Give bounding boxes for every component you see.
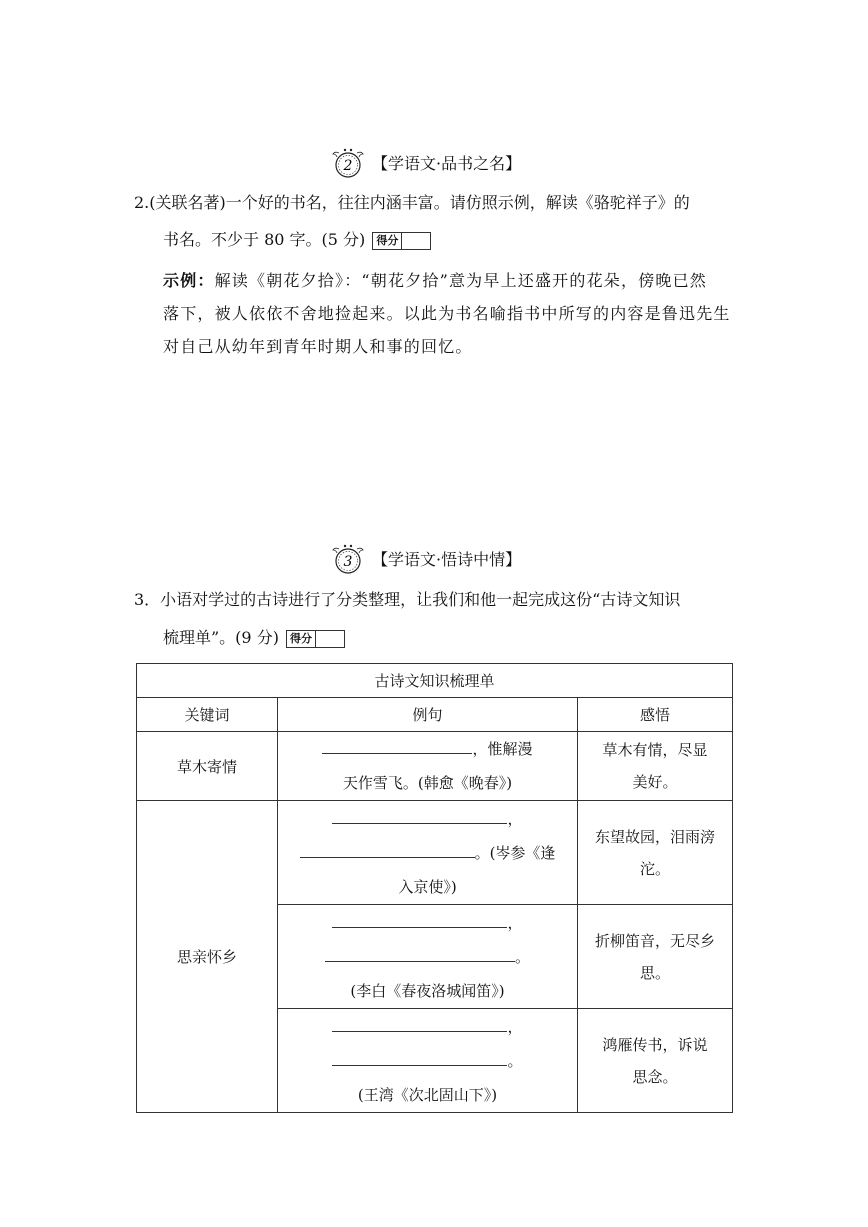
table-row: [137, 801, 733, 905]
svg-text:2: 2: [343, 158, 353, 174]
example-cell: ， 。 (王湾《次北固山下》): [278, 1009, 578, 1113]
table-title: 古诗文知识梳理单: [137, 664, 733, 698]
answer-blank[interactable]: [332, 913, 507, 928]
table-header: 感悟: [578, 698, 733, 732]
answer-blank[interactable]: [325, 947, 515, 962]
example-block: 示例：解读《朝花夕拾》：“朝花夕拾”意为早上还盛开的花朵，傍晚已然: [163, 271, 707, 290]
example-cell: ， 。(岑参《逢 入京使》): [278, 801, 578, 905]
poetry-sheet-table: [136, 663, 733, 1113]
answer-blank[interactable]: [332, 1017, 507, 1032]
example-cell: ，惟解漫 天作雪飞。(韩愈《晚春》): [278, 732, 578, 801]
keyword-cell: 草木寄情: [137, 732, 278, 801]
section-title: 【学语文·品书之名】: [372, 153, 522, 173]
answer-blank[interactable]: [332, 809, 507, 824]
answer-blank[interactable]: [332, 1051, 507, 1066]
section-header-2: [328, 144, 521, 180]
feeling-cell: 鸿雁传书，诉说 思念。: [578, 1009, 733, 1113]
answer-blank[interactable]: [322, 739, 472, 754]
table-header: 关键词: [137, 698, 278, 732]
score-box[interactable]: 得分: [372, 232, 431, 250]
question-3-line-1: 3．小语对学过的古诗进行了分类整理，让我们和他一起完成这份“古诗文知识: [134, 590, 681, 609]
example-line-3: 对自己从幼年到青年时期人和事的回忆。: [163, 337, 473, 356]
score-box[interactable]: 得分: [286, 630, 345, 648]
example-line-2: 落下，被人依依不舍地捡起来。以此为书名喻指书中所写的内容是鲁迅先生: [163, 304, 731, 323]
feeling-cell: 东望故园，泪雨滂 沱。: [578, 801, 733, 905]
svg-text:3: 3: [343, 554, 353, 570]
table-row: [137, 732, 733, 801]
question-2-line-2: 书名。不少于 80 字。(5 分) 得分: [163, 230, 431, 250]
section-title: 【学语文·悟诗中情】: [372, 549, 522, 569]
number-badge-icon: [328, 144, 368, 180]
keyword-cell: 思亲怀乡: [137, 801, 278, 1113]
example-cell: ， 。 (李白《春夜洛城闻笛》): [278, 905, 578, 1009]
question-2-line-1: 2.(关联名著)一个好的书名，往往内涵丰富。请仿照示例，解读《骆驼祥子》的: [134, 193, 690, 212]
feeling-cell: 折柳笛音，无尽乡 思。: [578, 905, 733, 1009]
feeling-cell: 草木有情，尽显 美好。: [578, 732, 733, 801]
question-3-line-2: 梳理单”。(9 分) 得分: [163, 628, 345, 648]
section-header-3: [328, 540, 521, 576]
number-badge-icon: [328, 540, 368, 576]
answer-blank[interactable]: [300, 843, 475, 858]
table-header: 例句: [278, 698, 578, 732]
